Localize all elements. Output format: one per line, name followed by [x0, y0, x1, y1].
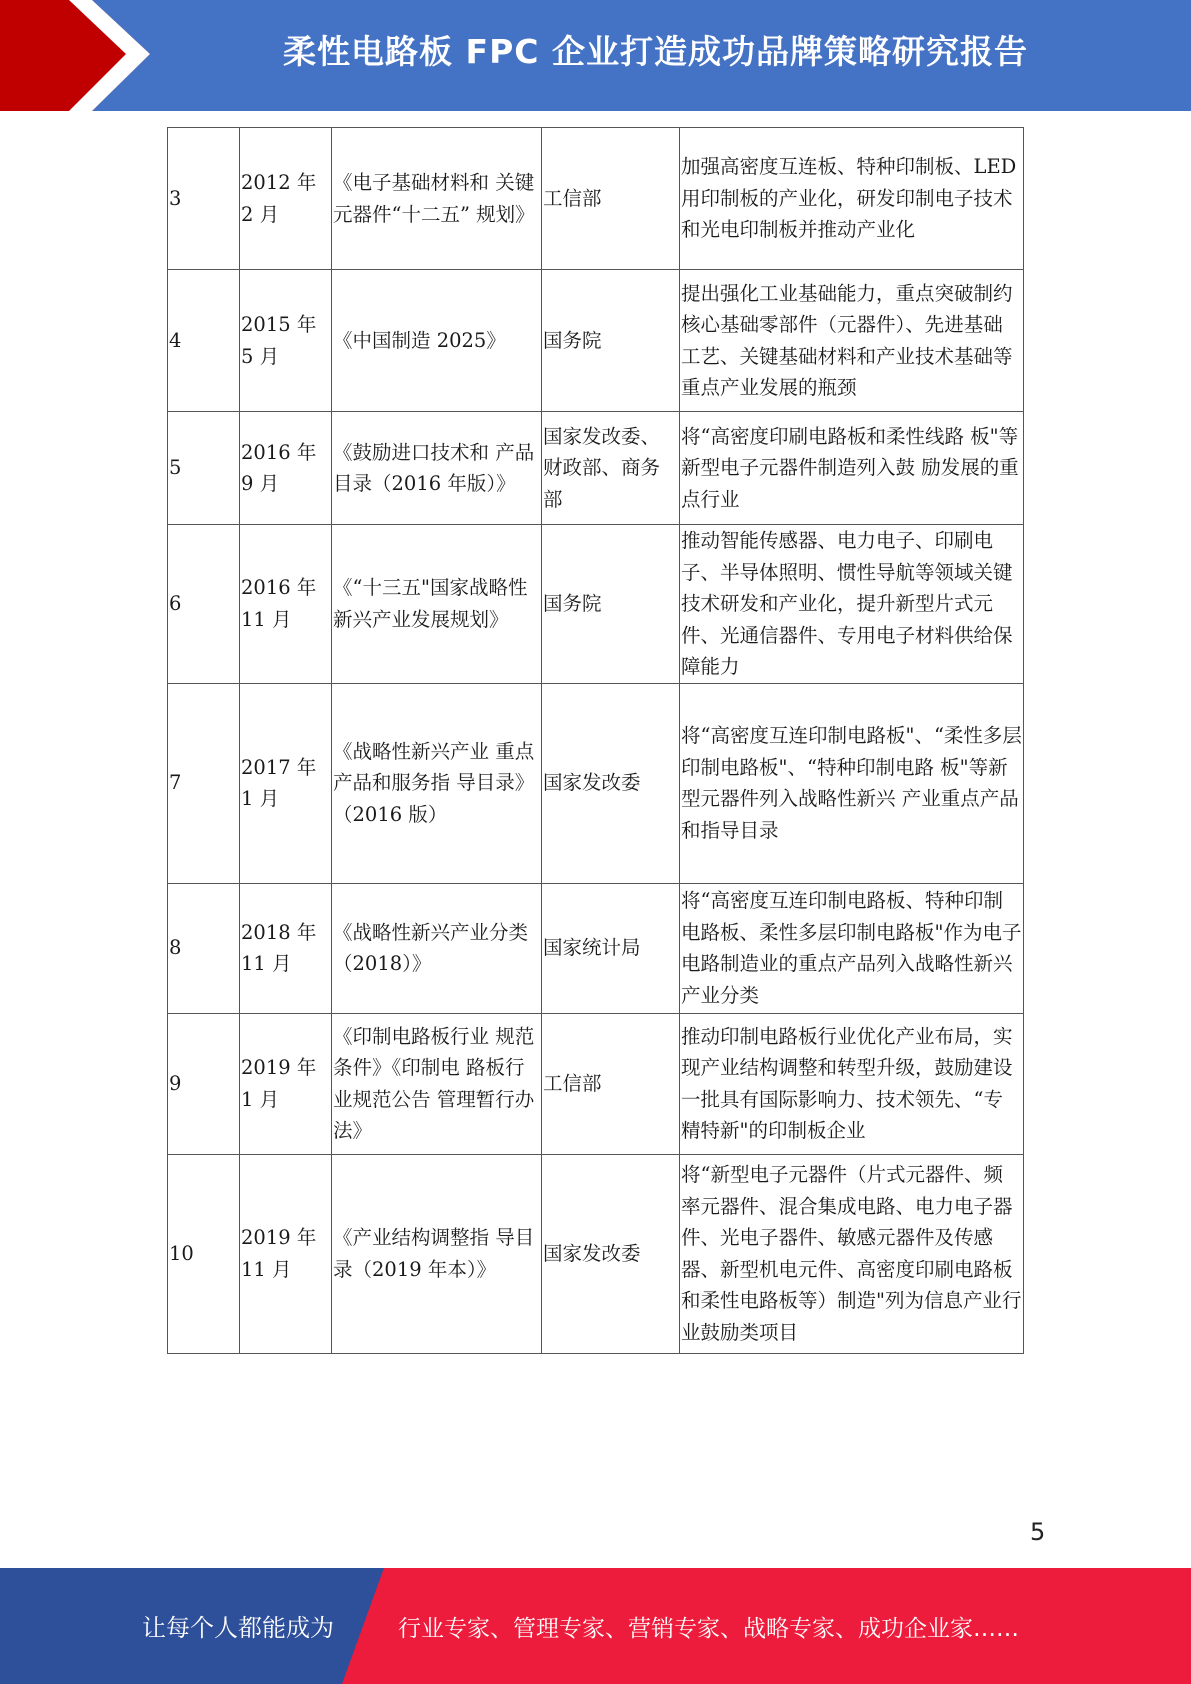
report-title: 柔性电路板 FPC 企业打造成功品牌策略研究报告: [283, 32, 1028, 71]
issuing-department: 工信部: [542, 1013, 680, 1154]
table-row: [168, 270, 1024, 412]
release-date: 2012 年 2 月: [240, 128, 332, 270]
issuing-department: 工信部: [542, 128, 680, 270]
row-number: 8: [168, 883, 240, 1013]
policy-content: 推动智能传感器、电力电子、印刷电子、半导体照明、惯性导航等领域关键技术研发和产业化，提升新型片式元件、光通信器件、专用电子材料供给保障能力: [680, 525, 1024, 684]
policy-name: 《“十三五"国家战略性新兴产业发展规划》: [332, 525, 542, 684]
policy-content: 加强高密度互连板、特种印制板、LED 用印制板的产业化，研发印制电子技术和光电印制板并推动产业化: [680, 128, 1024, 270]
row-number: 4: [168, 270, 240, 412]
table-row: [168, 1013, 1024, 1154]
release-date: 2016 年 11 月: [240, 525, 332, 684]
policy-content: 将“高密度互连印制电路板、特种印制电路板、柔性多层印制电路板"作为电子电路制造业的重点产品列入战略性新兴产业分类: [680, 883, 1024, 1013]
page-header: [0, 0, 1191, 111]
issuing-department: 国家统计局: [542, 883, 680, 1013]
release-date: 2019 年 11 月: [240, 1154, 332, 1353]
policy-content: 推动印制电路板行业优化产业布局，实现产业结构调整和转型升级，鼓励建设一批具有国际影响力、技术领先、“专精特新"的印制板企业: [680, 1013, 1024, 1154]
policy-content: 将“新型电子元器件（片式元器件、频率元器件、混合集成电路、电力电子器件、光电子器件、敏感元器件及传感器、新型机电元件、高密度印刷电路板和柔性电路板等）制造"列为信息产业行业鼓励类项目: [680, 1154, 1024, 1353]
page-footer: [0, 1568, 1191, 1684]
policy-name: 《战略性新兴产业 重点产品和服务指 导目录》（2016 版）: [332, 683, 542, 883]
table-row: [168, 412, 1024, 525]
table-row: [168, 128, 1024, 270]
policy-name: 《印制电路板行业 规范条件》《印制电 路板行业规范公告 管理暂行办法》: [332, 1013, 542, 1154]
row-number: 9: [168, 1013, 240, 1154]
release-date: 2018 年 11 月: [240, 883, 332, 1013]
release-date: 2017 年 1 月: [240, 683, 332, 883]
release-date: 2016 年 9 月: [240, 412, 332, 525]
issuing-department: 国家发改委: [542, 683, 680, 883]
issuing-department: 国务院: [542, 525, 680, 684]
release-date: 2015 年 5 月: [240, 270, 332, 412]
table-row: [168, 883, 1024, 1013]
issuing-department: 国务院: [542, 270, 680, 412]
page-number: 5: [1030, 1518, 1046, 1546]
table-row: [168, 1154, 1024, 1353]
row-number: 7: [168, 683, 240, 883]
release-date: 2019 年 1 月: [240, 1013, 332, 1154]
policy-table: [167, 127, 1024, 1354]
policy-content: 将“高密度互连印制电路板"、“柔性多层印制电路板"、“特种印制电路 板"等新型元器件列入战略性新兴 产业重点产品和指导目录: [680, 683, 1024, 883]
row-number: 10: [168, 1154, 240, 1353]
row-number: 5: [168, 412, 240, 525]
policy-name: 《战略性新兴产业分类（2018）》: [332, 883, 542, 1013]
footer-slogan-roles: 行业专家、管理专家、营销专家、战略专家、成功企业家……: [398, 1616, 1019, 1642]
policy-name: 《中国制造 2025》: [332, 270, 542, 412]
row-number: 3: [168, 128, 240, 270]
issuing-department: 国家发改委: [542, 1154, 680, 1353]
table-row: [168, 525, 1024, 684]
policy-content: 将“高密度印刷电路板和柔性线路 板"等新型电子元器件制造列入鼓 励发展的重点行业: [680, 412, 1024, 525]
policy-name: 《电子基础材料和 关键元器件“十二五” 规划》: [332, 128, 542, 270]
policy-content: 提出强化工业基础能力，重点突破制约核心基础零部件（元器件）、先进基础工艺、关键基础材料和产业技术基础等重点产业发展的瓶颈: [680, 270, 1024, 412]
row-number: 6: [168, 525, 240, 684]
footer-slogan-lead: 让每个人都能成为: [142, 1614, 334, 1642]
table-row: [168, 683, 1024, 883]
policy-name: 《鼓励进口技术和 产品目录（2016 年版）》: [332, 412, 542, 525]
issuing-department: 国家发改委、财政部、商务部: [542, 412, 680, 525]
policy-name: 《产业结构调整指 导目录（2019 年本）》: [332, 1154, 542, 1353]
